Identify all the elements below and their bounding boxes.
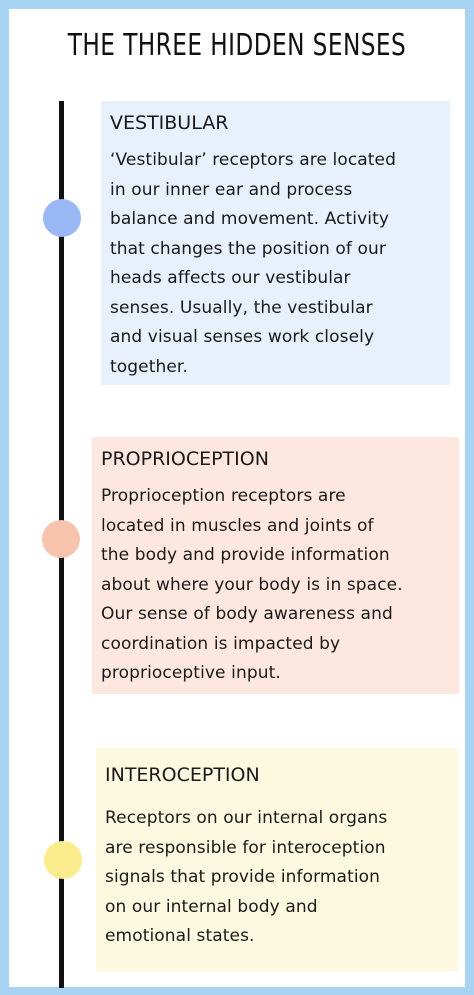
text-line: Our sense of body awareness and bbox=[101, 604, 393, 624]
text-line: in our inner ear and process bbox=[110, 179, 353, 200]
interoception-text bbox=[105, 804, 458, 952]
text-line: Proprioception receptors are bbox=[101, 486, 346, 506]
vestibular-card bbox=[101, 101, 450, 385]
text-line: emotional states. bbox=[105, 926, 255, 946]
text-line: coordination is impacted by bbox=[101, 633, 341, 654]
text-line: Receptors on our internal organs bbox=[105, 808, 388, 828]
text-line: balance and movement. Activity bbox=[110, 209, 390, 229]
proprioception-dot bbox=[42, 520, 80, 558]
proprioception-text bbox=[101, 482, 459, 689]
text-line: signals that provide information bbox=[105, 867, 381, 887]
text-line: on our internal body and bbox=[105, 896, 318, 917]
page-title: THE THREE HIDDEN SENSES bbox=[67, 28, 407, 63]
text-line: about where your body is in space. bbox=[101, 574, 403, 595]
interoception-heading: INTEROCEPTION bbox=[105, 764, 260, 786]
vestibular-heading: VESTIBULAR bbox=[110, 112, 229, 134]
text-line: proprioceptive input. bbox=[101, 663, 281, 683]
vestibular-text bbox=[110, 146, 450, 382]
text-line: the body and provide information bbox=[101, 545, 390, 565]
text-line: together. bbox=[110, 356, 188, 377]
interoception-dot bbox=[44, 841, 82, 879]
text-line: are responsible for interoception bbox=[105, 837, 386, 858]
proprioception-card bbox=[92, 437, 459, 694]
vestibular-dot bbox=[43, 199, 81, 237]
text-line: heads affects our vestibular bbox=[110, 268, 351, 288]
text-line: and visual senses work closely bbox=[110, 327, 375, 347]
proprioception-heading: PROPRIOCEPTION bbox=[101, 448, 269, 470]
text-line: located in muscles and joints of bbox=[101, 515, 374, 536]
text-line: ‘Vestibular’ receptors are located bbox=[110, 150, 397, 170]
text-line: senses. Usually, the vestibular bbox=[110, 297, 373, 318]
interoception-card bbox=[96, 748, 458, 971]
text-line: that changes the position of our bbox=[110, 238, 386, 259]
